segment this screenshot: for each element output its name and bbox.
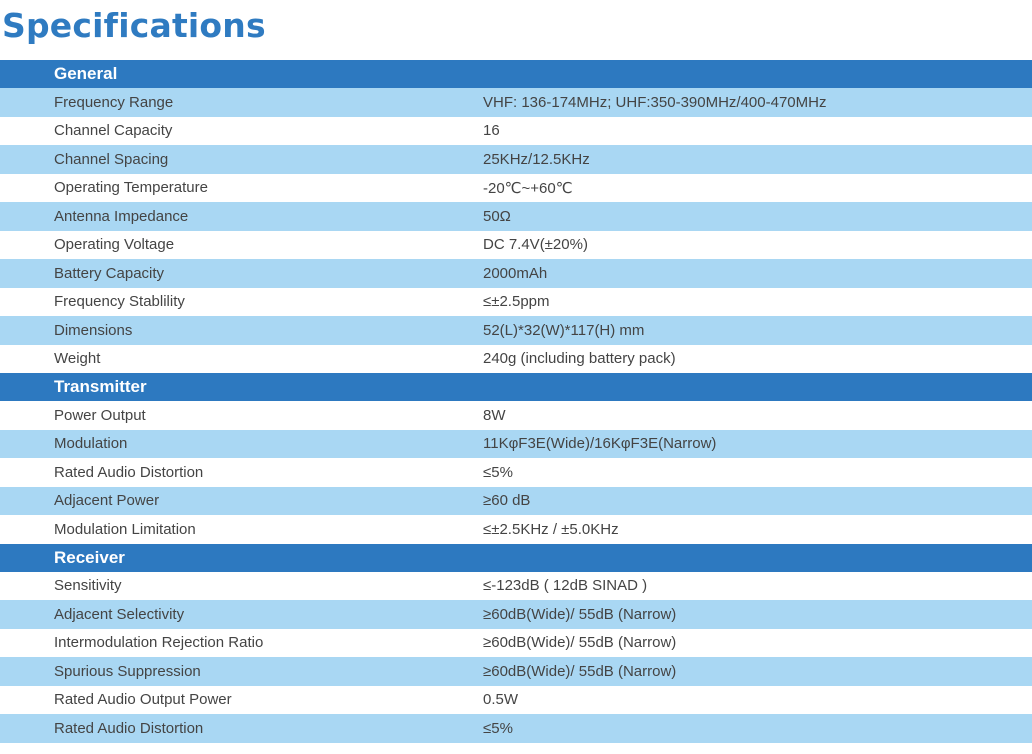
spec-table xyxy=(0,60,1032,743)
spec-label: Rated Audio Distortion xyxy=(54,719,204,737)
spec-value: 2000mAh xyxy=(483,264,548,282)
spec-row xyxy=(0,88,1032,117)
spec-value: ≤5% xyxy=(483,719,513,737)
spec-value: ≤-123dB ( 12dB SINAD ) xyxy=(483,577,648,595)
spec-row xyxy=(0,117,1032,146)
spec-value: 50Ω xyxy=(483,207,511,225)
spec-label: Modulation Limitation xyxy=(54,520,196,538)
spec-value: VHF: 136-174MHz; UHF:350-390MHz/400-470MHz xyxy=(483,93,827,111)
spec-label: Frequency Stablility xyxy=(54,293,185,311)
spec-label: Adjacent Power xyxy=(54,492,160,510)
spec-row xyxy=(0,259,1032,288)
spec-value: -20℃~+60℃ xyxy=(483,179,573,197)
spec-label: Sensitivity xyxy=(54,577,122,595)
spec-row xyxy=(0,487,1032,516)
spec-label: Rated Audio Distortion xyxy=(54,463,204,481)
spec-label: Frequency Range xyxy=(54,93,174,111)
spec-row xyxy=(0,686,1032,715)
spec-row xyxy=(0,174,1032,203)
spec-row xyxy=(0,657,1032,686)
spec-row xyxy=(0,714,1032,743)
spec-row xyxy=(0,600,1032,629)
spec-label: Operating Temperature xyxy=(54,179,208,197)
spec-row xyxy=(0,316,1032,345)
spec-row xyxy=(0,288,1032,317)
spec-value: 52(L)*32(W)*117(H) mm xyxy=(483,321,645,339)
spec-row xyxy=(0,629,1032,658)
spec-label: Adjacent Selectivity xyxy=(54,605,185,623)
spec-value: DC 7.4V(±20%) xyxy=(483,236,588,254)
spec-row xyxy=(0,401,1032,430)
spec-label: Modulation xyxy=(54,435,128,453)
spec-row xyxy=(0,231,1032,260)
spec-label: Battery Capacity xyxy=(54,264,165,282)
spec-label: Weight xyxy=(54,350,101,368)
spec-value: 25KHz/12.5KHz xyxy=(483,150,590,168)
spec-row xyxy=(0,458,1032,487)
spec-value: 8W xyxy=(483,406,506,424)
spec-value: 11KφF3E(Wide)/16KφF3E(Narrow) xyxy=(483,435,717,453)
spec-row xyxy=(0,345,1032,374)
page-title: Specifications xyxy=(2,6,266,45)
section-header-general: General xyxy=(0,60,1032,88)
spec-value: 240g (including battery pack) xyxy=(483,350,676,368)
spec-label: Channel Capacity xyxy=(54,122,173,140)
spec-label: Channel Spacing xyxy=(54,150,169,168)
spec-row xyxy=(0,145,1032,174)
spec-row xyxy=(0,430,1032,459)
spec-value: ≤±2.5ppm xyxy=(483,293,550,311)
spec-value: ≥60dB(Wide)/ 55dB (Narrow) xyxy=(483,662,677,680)
section-header-transmitter: Transmitter xyxy=(0,373,1032,401)
spec-row xyxy=(0,202,1032,231)
spec-value: ≥60 dB xyxy=(483,492,531,510)
spec-label: Operating Voltage xyxy=(54,236,175,254)
spec-value: ≥60dB(Wide)/ 55dB (Narrow) xyxy=(483,634,677,652)
spec-row xyxy=(0,572,1032,601)
spec-label: Power Output xyxy=(54,406,146,424)
spec-value: 16 xyxy=(483,122,500,140)
spec-label: Antenna Impedance xyxy=(54,207,189,225)
spec-label: Spurious Suppression xyxy=(54,662,201,680)
spec-row xyxy=(0,515,1032,544)
spec-value: ≥60dB(Wide)/ 55dB (Narrow) xyxy=(483,605,677,623)
section-header-receiver: Receiver xyxy=(0,544,1032,572)
spec-value: ≤±2.5KHz / ±5.0KHz xyxy=(483,520,619,538)
spec-label: Rated Audio Output Power xyxy=(54,691,232,709)
spec-label: Dimensions xyxy=(54,321,133,339)
spec-value: 0.5W xyxy=(483,691,519,709)
spec-value: ≤5% xyxy=(483,463,513,481)
spec-label: Intermodulation Rejection Ratio xyxy=(54,634,264,652)
